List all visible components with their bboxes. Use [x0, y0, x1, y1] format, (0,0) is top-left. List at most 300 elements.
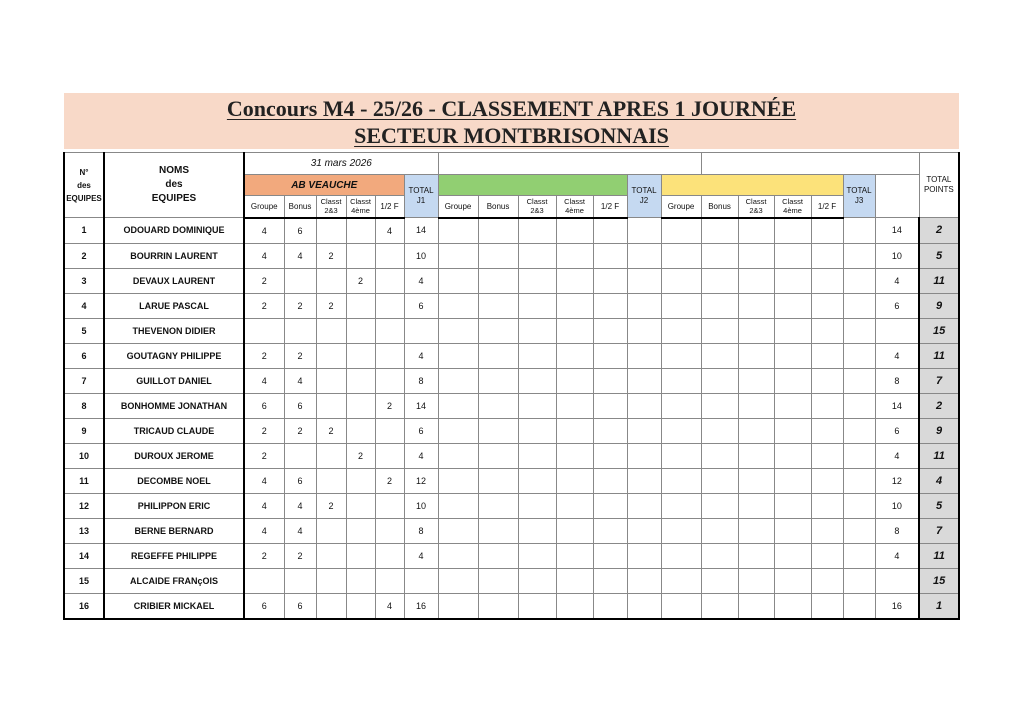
j3-groupe [661, 393, 701, 418]
j2-groupe [438, 518, 478, 543]
j3-classt4 [774, 318, 811, 343]
j3-bonus [701, 368, 738, 393]
team-row [64, 218, 959, 244]
j3-classt23 [738, 368, 774, 393]
j3-bonus [701, 493, 738, 518]
total-j1: 4 [404, 443, 438, 468]
subheader-j3-groupe: Groupe [661, 196, 701, 218]
j3-bonus [701, 218, 738, 244]
j2-bonus [478, 493, 518, 518]
j2-classt23 [518, 293, 556, 318]
header-total-j1 [404, 175, 438, 218]
j1-half-final [375, 343, 404, 368]
ranking-clt: 11 [919, 543, 959, 568]
j3-classt4 [774, 343, 811, 368]
journee-3-venue [661, 175, 843, 196]
subheader-j3-classt23: Classt 2&3 [738, 196, 774, 218]
j2-classt4 [556, 218, 593, 244]
j1-bonus: 4 [284, 368, 316, 393]
j1-classt4 [346, 543, 375, 568]
team-rows [64, 218, 959, 619]
j1-groupe: 2 [244, 543, 284, 568]
total-j3 [843, 568, 875, 593]
ranking-clt: 7 [919, 518, 959, 543]
total-points [875, 568, 919, 593]
j1-groupe: 4 [244, 493, 284, 518]
j1-groupe [244, 318, 284, 343]
total-j2 [627, 568, 661, 593]
ranking-clt: 7 [919, 368, 959, 393]
team-number: 16 [64, 593, 104, 619]
j1-classt23 [316, 218, 346, 244]
j3-classt4 [774, 418, 811, 443]
j2-classt4 [556, 293, 593, 318]
j2-groupe [438, 543, 478, 568]
j1-classt23: 2 [316, 418, 346, 443]
j1-half-final [375, 268, 404, 293]
j1-classt23 [316, 468, 346, 493]
j2-classt4 [556, 518, 593, 543]
j3-bonus [701, 443, 738, 468]
header-total-j2 [627, 175, 661, 218]
subheader-j2-half: 1/2 F [593, 196, 627, 218]
j3-classt23 [738, 543, 774, 568]
j2-classt4 [556, 568, 593, 593]
j2-classt23 [518, 568, 556, 593]
total-j1: 6 [404, 418, 438, 443]
total-j2 [627, 543, 661, 568]
j2-half-final [593, 518, 627, 543]
j3-half-final [811, 493, 843, 518]
j3-classt23 [738, 243, 774, 268]
j2-groupe [438, 593, 478, 619]
j3-bonus [701, 243, 738, 268]
team-number: 3 [64, 268, 104, 293]
j2-groupe [438, 318, 478, 343]
j2-groupe [438, 343, 478, 368]
total-j3-label: TOTAL J3 [846, 186, 872, 205]
j2-bonus [478, 218, 518, 244]
team-name: DEVAUX LAURENT [104, 268, 244, 293]
team-number: 7 [64, 368, 104, 393]
j3-classt4 [774, 243, 811, 268]
ranking-clt: 2 [919, 218, 959, 244]
j1-half-final [375, 418, 404, 443]
team-row [64, 368, 959, 393]
j2-groupe [438, 568, 478, 593]
j1-bonus: 6 [284, 218, 316, 244]
total-j3 [843, 368, 875, 393]
team-number: 13 [64, 518, 104, 543]
j3-groupe [661, 343, 701, 368]
subheader-j3-classt4: Classt 4ème [774, 196, 811, 218]
j2-groupe [438, 393, 478, 418]
total-points: 6 [875, 293, 919, 318]
header-num-equipes [64, 153, 104, 218]
j3-bonus [701, 543, 738, 568]
total-j3 [843, 343, 875, 368]
j2-classt23 [518, 593, 556, 619]
j2-half-final [593, 343, 627, 368]
j2-groupe [438, 368, 478, 393]
team-number: 8 [64, 393, 104, 418]
title-band [64, 93, 959, 149]
total-j2 [627, 293, 661, 318]
subheader-j3-bonus: Bonus [701, 196, 738, 218]
j2-groupe [438, 418, 478, 443]
header-names-label: NOMS des EQUIPES [151, 165, 197, 204]
j3-half-final [811, 543, 843, 568]
team-row [64, 343, 959, 368]
j2-classt23 [518, 518, 556, 543]
team-number: 15 [64, 568, 104, 593]
total-j3 [843, 543, 875, 568]
j3-bonus [701, 568, 738, 593]
j2-half-final [593, 418, 627, 443]
j3-groupe [661, 468, 701, 493]
total-points-label: TOTAL POINTS [923, 175, 954, 194]
j1-classt23 [316, 368, 346, 393]
total-j3 [843, 293, 875, 318]
j2-classt4 [556, 468, 593, 493]
j3-bonus [701, 318, 738, 343]
team-row [64, 443, 959, 468]
total-j1: 10 [404, 243, 438, 268]
j3-classt4 [774, 568, 811, 593]
j3-half-final [811, 418, 843, 443]
total-j2 [627, 393, 661, 418]
j2-half-final [593, 568, 627, 593]
header-total-points [919, 153, 959, 218]
j1-groupe: 2 [244, 343, 284, 368]
j1-groupe: 4 [244, 368, 284, 393]
subheader-j2-bonus: Bonus [478, 196, 518, 218]
total-points: 4 [875, 343, 919, 368]
ranking-clt: 2 [919, 393, 959, 418]
total-j2 [627, 318, 661, 343]
total-j3 [843, 468, 875, 493]
j3-half-final [811, 568, 843, 593]
total-points: 8 [875, 518, 919, 543]
j1-classt23 [316, 318, 346, 343]
j2-classt4 [556, 368, 593, 393]
team-row [64, 468, 959, 493]
j1-groupe [244, 568, 284, 593]
total-j2 [627, 218, 661, 244]
j2-half-final [593, 368, 627, 393]
j3-half-final [811, 368, 843, 393]
j3-classt23 [738, 418, 774, 443]
total-points: 4 [875, 543, 919, 568]
j2-groupe [438, 443, 478, 468]
team-name: BONHOMME JONATHAN [104, 393, 244, 418]
j2-bonus [478, 518, 518, 543]
total-points: 6 [875, 418, 919, 443]
j3-classt23 [738, 268, 774, 293]
ranking-clt: 1 [919, 593, 959, 619]
team-row [64, 493, 959, 518]
j1-bonus [284, 268, 316, 293]
j3-classt23 [738, 293, 774, 318]
j3-groupe [661, 418, 701, 443]
j1-groupe: 2 [244, 293, 284, 318]
total-j1: 4 [404, 343, 438, 368]
j2-classt23 [518, 268, 556, 293]
j1-classt4 [346, 568, 375, 593]
j1-classt4 [346, 318, 375, 343]
j2-classt4 [556, 243, 593, 268]
team-name: BERNE BERNARD [104, 518, 244, 543]
j1-bonus: 2 [284, 543, 316, 568]
ranking-clt: 4 [919, 468, 959, 493]
total-points: 14 [875, 393, 919, 418]
team-number: 6 [64, 343, 104, 368]
j1-groupe: 4 [244, 218, 284, 244]
total-j1 [404, 318, 438, 343]
j1-classt4: 2 [346, 268, 375, 293]
j1-classt23: 2 [316, 493, 346, 518]
subheader-j1-bonus: Bonus [284, 196, 316, 218]
j1-bonus: 6 [284, 393, 316, 418]
total-j3 [843, 318, 875, 343]
total-j2 [627, 443, 661, 468]
j2-classt4 [556, 418, 593, 443]
j3-groupe [661, 568, 701, 593]
j3-bonus [701, 293, 738, 318]
j1-groupe: 4 [244, 518, 284, 543]
total-j1-label: TOTAL J1 [408, 186, 434, 205]
j1-classt4 [346, 518, 375, 543]
j2-classt23 [518, 343, 556, 368]
total-j2 [627, 368, 661, 393]
total-j1: 4 [404, 543, 438, 568]
total-points [875, 318, 919, 343]
total-j2 [627, 418, 661, 443]
j3-classt4 [774, 368, 811, 393]
j2-half-final [593, 468, 627, 493]
team-name: DUROUX JEROME [104, 443, 244, 468]
j3-groupe [661, 593, 701, 619]
j3-classt23 [738, 443, 774, 468]
team-row [64, 393, 959, 418]
j1-bonus: 4 [284, 243, 316, 268]
j2-classt4 [556, 593, 593, 619]
ranking-clt: 9 [919, 293, 959, 318]
j1-groupe: 4 [244, 243, 284, 268]
j2-bonus [478, 393, 518, 418]
team-name: PHILIPPON ERIC [104, 493, 244, 518]
subheader-j1-groupe: Groupe [244, 196, 284, 218]
j1-bonus: 2 [284, 293, 316, 318]
j3-classt4 [774, 593, 811, 619]
subheader-j2-groupe: Groupe [438, 196, 478, 218]
header-num-label: N° des EQUIPES [66, 167, 102, 203]
j3-half-final [811, 243, 843, 268]
ranking-clt: 15 [919, 568, 959, 593]
j3-groupe [661, 543, 701, 568]
j3-bonus [701, 393, 738, 418]
team-number: 14 [64, 543, 104, 568]
page-subtitle: SECTEUR MONTBRISONNAIS [354, 123, 669, 148]
j3-classt4 [774, 543, 811, 568]
j1-groupe: 6 [244, 593, 284, 619]
j3-bonus [701, 343, 738, 368]
j1-classt4 [346, 293, 375, 318]
j2-groupe [438, 468, 478, 493]
j2-bonus [478, 293, 518, 318]
team-name: LARUE PASCAL [104, 293, 244, 318]
j3-classt4 [774, 468, 811, 493]
j2-half-final [593, 543, 627, 568]
j3-bonus [701, 268, 738, 293]
total-points: 10 [875, 493, 919, 518]
subheader-j2-classt23: Classt 2&3 [518, 196, 556, 218]
j3-classt23 [738, 593, 774, 619]
j1-half-final: 2 [375, 468, 404, 493]
j2-half-final [593, 443, 627, 468]
j3-groupe [661, 268, 701, 293]
journee-1-date: 31 mars 2026 [244, 153, 438, 175]
page-title: Concours M4 - 25/26 - CLASSEMENT APRES 1 JOURNÉE [226, 96, 797, 121]
j1-groupe: 2 [244, 268, 284, 293]
j1-groupe: 2 [244, 443, 284, 468]
j3-groupe [661, 518, 701, 543]
journee-3-date [701, 153, 919, 175]
j1-classt4 [346, 418, 375, 443]
j2-bonus [478, 418, 518, 443]
total-j2 [627, 243, 661, 268]
team-number: 10 [64, 443, 104, 468]
team-name: TRICAUD CLAUDE [104, 418, 244, 443]
j3-classt23 [738, 218, 774, 244]
team-row [64, 568, 959, 593]
team-name: BOURRIN LAURENT [104, 243, 244, 268]
total-j3 [843, 393, 875, 418]
ranking-clt: 11 [919, 268, 959, 293]
j2-groupe [438, 243, 478, 268]
total-j1: 6 [404, 293, 438, 318]
j1-classt4: 2 [346, 443, 375, 468]
subheader-j1-half: 1/2 F [375, 196, 404, 218]
team-row [64, 293, 959, 318]
j2-bonus [478, 568, 518, 593]
j2-classt4 [556, 393, 593, 418]
j1-half-final [375, 543, 404, 568]
total-points: 16 [875, 593, 919, 619]
j2-bonus [478, 268, 518, 293]
j3-classt4 [774, 443, 811, 468]
j2-bonus [478, 368, 518, 393]
team-number: 1 [64, 218, 104, 244]
j1-bonus [284, 318, 316, 343]
j2-bonus [478, 543, 518, 568]
team-number: 12 [64, 493, 104, 518]
j3-bonus [701, 593, 738, 619]
j3-classt4 [774, 218, 811, 244]
j1-classt23 [316, 393, 346, 418]
j1-classt4 [346, 243, 375, 268]
j1-classt4 [346, 493, 375, 518]
j2-classt23 [518, 468, 556, 493]
j1-classt23 [316, 593, 346, 619]
j1-classt23 [316, 543, 346, 568]
j1-classt23 [316, 518, 346, 543]
j3-classt23 [738, 318, 774, 343]
j1-classt4 [346, 218, 375, 244]
total-j2 [627, 593, 661, 619]
subheader-j1-classt23: Classt 2&3 [316, 196, 346, 218]
j2-groupe [438, 268, 478, 293]
j3-half-final [811, 518, 843, 543]
team-row [64, 518, 959, 543]
j1-classt23 [316, 268, 346, 293]
j1-bonus: 4 [284, 518, 316, 543]
team-row [64, 543, 959, 568]
j1-half-final [375, 443, 404, 468]
total-j3 [843, 243, 875, 268]
total-j1: 8 [404, 518, 438, 543]
j3-half-final [811, 318, 843, 343]
j1-half-final [375, 318, 404, 343]
j3-groupe [661, 218, 701, 244]
total-j3 [843, 593, 875, 619]
j2-bonus [478, 443, 518, 468]
subheader-j1-classt4: Classt 4ème [346, 196, 375, 218]
total-points: 14 [875, 218, 919, 244]
j2-classt23 [518, 368, 556, 393]
team-number: 2 [64, 243, 104, 268]
ranking-clt: 5 [919, 493, 959, 518]
j3-classt4 [774, 493, 811, 518]
team-number: 11 [64, 468, 104, 493]
subheader-j3-half: 1/2 F [811, 196, 843, 218]
j3-classt4 [774, 393, 811, 418]
j3-classt4 [774, 268, 811, 293]
j2-classt4 [556, 268, 593, 293]
ranking-clt: 9 [919, 418, 959, 443]
total-j1: 14 [404, 218, 438, 244]
j3-bonus [701, 518, 738, 543]
j2-half-final [593, 268, 627, 293]
total-j2 [627, 268, 661, 293]
j3-classt23 [738, 393, 774, 418]
team-name: GOUTAGNY PHILIPPE [104, 343, 244, 368]
j3-half-final [811, 593, 843, 619]
j3-classt23 [738, 343, 774, 368]
team-name: ODOUARD DOMINIQUE [104, 218, 244, 244]
j3-classt23 [738, 518, 774, 543]
total-j1: 10 [404, 493, 438, 518]
j1-half-final [375, 293, 404, 318]
j2-groupe [438, 293, 478, 318]
j1-half-final [375, 493, 404, 518]
team-name: ALCAIDE FRANçOIS [104, 568, 244, 593]
total-j3 [843, 518, 875, 543]
j3-groupe [661, 368, 701, 393]
j2-classt23 [518, 243, 556, 268]
team-name: THEVENON DIDIER [104, 318, 244, 343]
total-points: 10 [875, 243, 919, 268]
total-j1: 14 [404, 393, 438, 418]
total-j3 [843, 418, 875, 443]
team-number: 5 [64, 318, 104, 343]
j2-half-final [593, 218, 627, 244]
total-j1 [404, 568, 438, 593]
j2-half-final [593, 593, 627, 619]
team-row [64, 243, 959, 268]
ranking-clt: 15 [919, 318, 959, 343]
journee-1-venue: AB VEAUCHE [244, 175, 404, 196]
